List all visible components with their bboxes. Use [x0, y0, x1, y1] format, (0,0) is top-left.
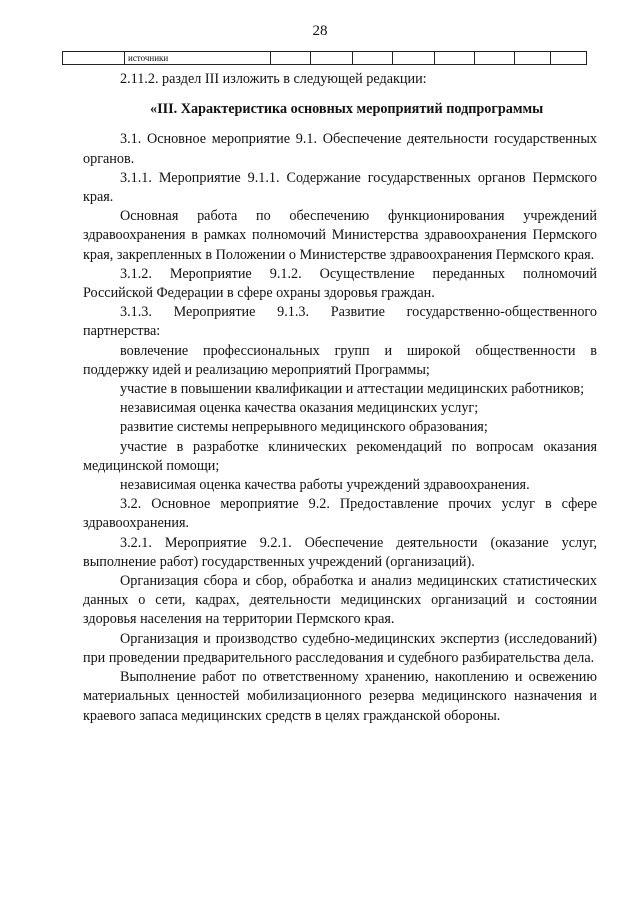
- paragraph-3-2-1: 3.2.1. Мероприятие 9.2.1. Обеспечение деятельности (оказание услуг, выполнение работ) государственных учреждений (организаций).: [83, 534, 597, 570]
- paragraph-3-2: 3.2. Основное мероприятие 9.2. Предоставление прочих услуг в сфере здравоохранения.: [83, 496, 597, 532]
- document-body: [83, 70, 597, 726]
- paragraph-forensics: Организация и производство судебно-медицинских экспертиз (исследований) при проведении предварительного расследования и судебного разбирательства дела.: [83, 630, 597, 666]
- page-number: 28: [312, 23, 328, 39]
- table-cell: источники: [125, 52, 271, 65]
- paragraph-3-1-2: 3.1.2. Мероприятие 9.1.2. Осуществление переданных полномочий Российской Федерации в сфере охраны здоровья граждан.: [83, 265, 597, 302]
- paragraph-reserve: Выполнение работ по ответственному хранению, накоплению и освежению материальных ценностей мобилизационного резерва медицинского назначения и краевого запаса медицинских средств в целях гражданской обороны.: [83, 669, 597, 724]
- paragraph-main-work: Основная работа по обеспечению функционирования учреждений здравоохранения в рамках полномочий Министерства здравоохранения Пермского края, закрепленных в Положении о Министерстве здравоохранения Пермского края.: [83, 208, 597, 263]
- table-row: [63, 52, 587, 65]
- paragraph-3-1-1: 3.1.1. Мероприятие 9.1.1. Содержание государственных органов Пермского края.: [83, 169, 597, 206]
- table-cell: [353, 52, 393, 65]
- section-heading: «III. Характеристика основных мероприятий подпрограммы: [150, 101, 544, 118]
- list-item: участие в разработке клинических рекомендаций по вопросам оказания медицинской помощи;: [83, 438, 597, 474]
- amendment-instruction: 2.11.2. раздел III изложить в следующей редакции:: [120, 71, 427, 87]
- list-item: независимая оценка качества оказания медицинских услуг;: [120, 400, 479, 417]
- table-cell: [475, 52, 515, 65]
- paragraph-3-1-3: 3.1.3. Мероприятие 9.1.3. Развитие государственно-общественного партнерства:: [83, 304, 597, 340]
- paragraph-statistics: Организация сбора и сбор, обработка и анализ медицинских статистических данных о сети, кадрах, деятельности медицинских организаций и состоянии здоровья населения на территории Пермского края.: [83, 573, 597, 628]
- paragraph-3-1: 3.1. Основное мероприятие 9.1. Обеспечение деятельности государственных органов.: [83, 131, 597, 167]
- list-item: участие в повышении квалификации и аттестации медицинских работников;: [120, 381, 585, 398]
- table-cell: [551, 52, 587, 65]
- table-cell: [515, 52, 551, 65]
- table-fragment: [62, 51, 587, 65]
- table-cell: [393, 52, 435, 65]
- list-item: развитие системы непрерывного медицинского образования;: [120, 419, 488, 436]
- list-item: вовлечение профессиональных групп и широкой общественности в поддержку идей и реализацию мероприятий Программы;: [83, 342, 597, 378]
- table-cell: [63, 52, 125, 65]
- table-cell: [271, 52, 311, 65]
- table-cell: [311, 52, 353, 65]
- table-cell: [435, 52, 475, 65]
- list-item: независимая оценка качества работы учреждений здравоохранения.: [120, 477, 530, 494]
